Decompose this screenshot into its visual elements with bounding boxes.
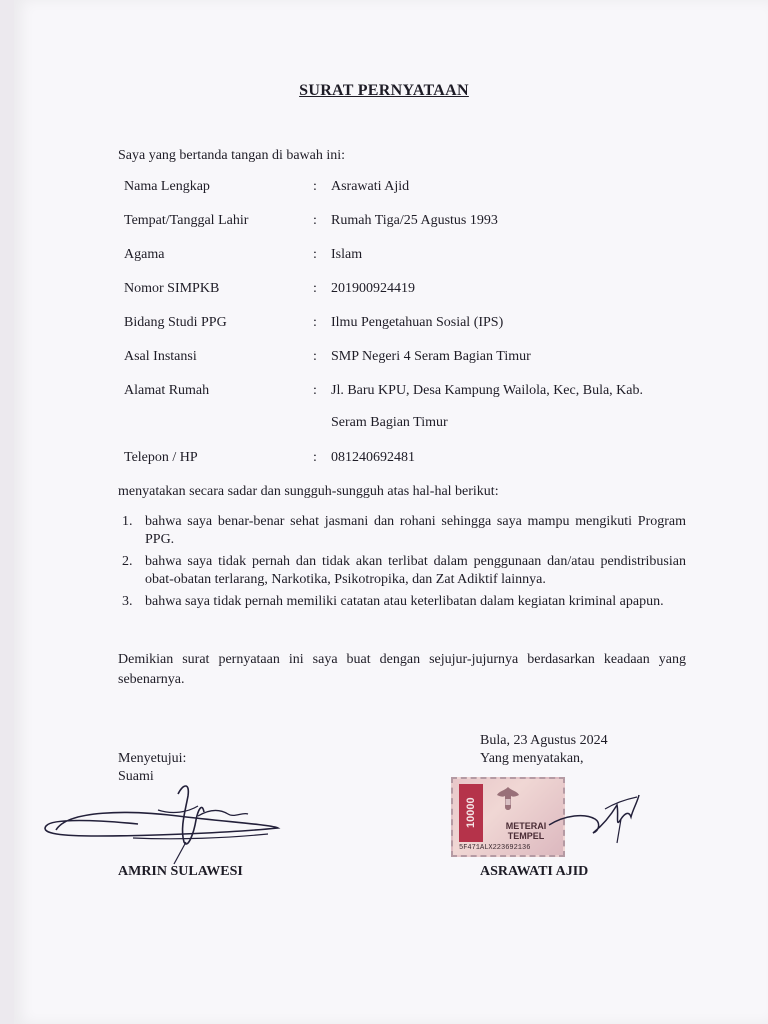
place-date: Bula, 23 Agustus 2024	[480, 733, 608, 748]
field-colon: :	[313, 450, 317, 465]
field-label-nama: Nama Lengkap	[124, 179, 210, 194]
list-number: 2.	[122, 554, 133, 569]
field-value-telepon: 081240692481	[331, 450, 415, 465]
statement-intro: menyatakan secara sadar dan sungguh-sungguh atas hal-hal berikut:	[118, 484, 499, 499]
list-text: bahwa saya tidak pernah memiliki catatan atau keterlibatan dalam kegiatan kriminal apapun.	[145, 594, 664, 609]
field-colon: :	[313, 315, 317, 330]
field-value-simpkb: 201900924419	[331, 281, 415, 296]
field-colon: :	[313, 349, 317, 364]
field-label-simpkb: Nomor SIMPKB	[124, 281, 220, 296]
field-label-alamat: Alamat Rumah	[124, 383, 210, 398]
stamp-value: 10000	[459, 784, 483, 842]
field-colon: :	[313, 281, 317, 296]
declarant-signature	[545, 785, 645, 855]
stamp-serial: 5F471ALX223692136	[459, 844, 531, 852]
field-colon: :	[313, 213, 317, 228]
declarant-name: ASRAWATI AJID	[480, 864, 589, 879]
field-label-bidang-studi: Bidang Studi PPG	[124, 315, 227, 330]
field-value-alamat-line2: Seram Bagian Timur	[331, 415, 448, 430]
field-value-nama: Asrawati Ajid	[331, 179, 410, 194]
list-number: 1.	[122, 514, 133, 529]
field-label-telepon: Telepon / HP	[124, 450, 198, 465]
garuda-emblem-icon	[495, 785, 521, 815]
approver-role: Suami	[118, 769, 154, 784]
approval-label: Menyetujui:	[118, 751, 187, 766]
stamp-label-line1: METERAI	[505, 821, 547, 831]
field-colon: :	[313, 383, 317, 398]
field-label-agama: Agama	[124, 247, 165, 262]
field-colon: :	[313, 179, 317, 194]
list-item	[118, 553, 686, 591]
field-colon: :	[313, 247, 317, 262]
stamp-label-line2: TEMPEL	[507, 831, 545, 841]
declarant-role: Yang menyatakan,	[480, 751, 584, 766]
document-title: SURAT PERNYATAAN	[299, 82, 469, 99]
field-value-alamat: Jl. Baru KPU, Desa Kampung Wailola, Kec, Bula, Kab.	[331, 383, 643, 398]
list-number: 3.	[122, 594, 133, 609]
field-value-ttl: Rumah Tiga/25 Agustus 1993	[331, 213, 498, 228]
field-value-instansi: SMP Negeri 4 Seram Bagian Timur	[331, 349, 531, 364]
approver-name: AMRIN SULAWESI	[118, 864, 243, 879]
field-label-instansi: Asal Instansi	[124, 349, 197, 364]
field-value-agama: Islam	[331, 247, 363, 262]
field-value-bidang-studi: Ilmu Pengetahuan Sosial (IPS)	[331, 315, 504, 330]
closing-paragraph: Demikian surat pernyataan ini saya buat dengan sejujur-jujurnya berdasarkan keadaan yang sebenarnya.	[118, 652, 686, 687]
list-item	[118, 513, 686, 551]
field-label-ttl: Tempat/Tanggal Lahir	[124, 213, 249, 228]
list-text: bahwa saya benar-benar sehat jasmani dan rohani sehingga saya mampu mengikuti Program PPG.	[145, 514, 686, 547]
husband-signature	[38, 780, 288, 870]
intro-text: Saya yang bertanda tangan di bawah ini:	[118, 148, 346, 163]
list-text: bahwa saya tidak pernah dan tidak akan terlibat dalam penggunaan dan/atau pendistribusian obat-obatan terlarang, Narkotika, Psikotropika, dan Zat Adiktif lainnya.	[145, 554, 686, 587]
list-item	[118, 593, 686, 631]
